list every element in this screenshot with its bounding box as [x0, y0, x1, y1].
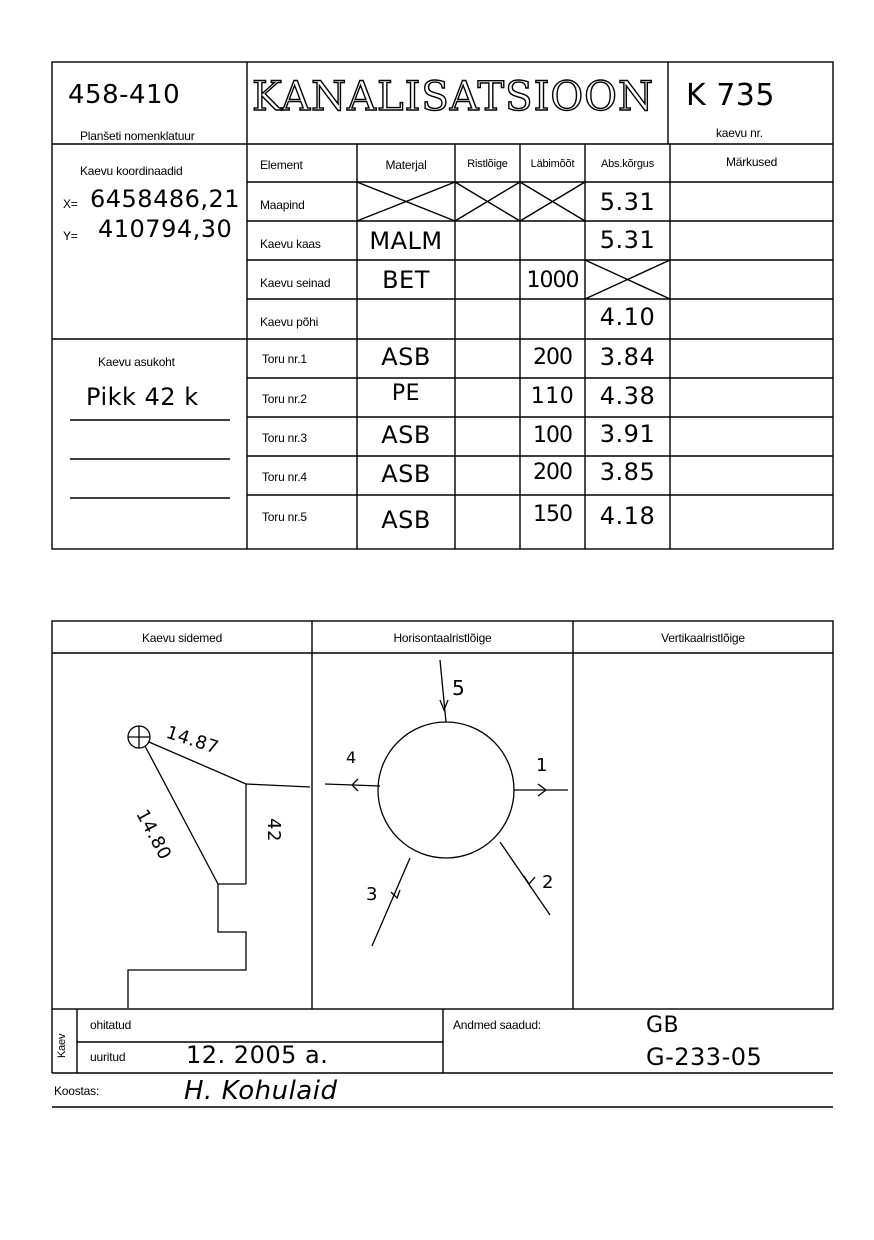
row-material: ASB [381, 343, 431, 371]
tie-sketch [128, 726, 310, 1008]
row-element: Kaevu seinad [260, 276, 331, 290]
row-material: ASB [381, 421, 431, 449]
row-element: Toru nr.1 [262, 352, 307, 366]
inspected-value: 12. 2005 a. [186, 1041, 329, 1069]
author-label: Koostas: [54, 1084, 100, 1098]
row-height: 5.31 [599, 226, 656, 254]
row-height: 4.18 [599, 502, 656, 530]
location-value: Pikk 42 k [86, 383, 199, 411]
row-material: ASB [381, 460, 431, 488]
header-material: Materjal [385, 158, 427, 172]
vertical-section-header: Vertikaalristlõige [661, 631, 745, 645]
tie-distance-c: 42 [263, 818, 284, 842]
coordinates-label: Kaevu koordinaadid [80, 164, 183, 178]
pipe-label-2: 2 [542, 872, 554, 893]
tie-distance-a: 14.87 [163, 722, 222, 759]
pipe-label-1: 1 [536, 755, 548, 776]
x-coordinate-value: 6458486,21 [90, 185, 241, 213]
nomenclature-value: 458-410 [68, 80, 181, 110]
header-cross-section: Ristlõige [467, 158, 508, 170]
row-element: Maapind [260, 198, 305, 212]
row-element: Toru nr.4 [262, 470, 307, 484]
data-received-label: Andmed saadud: [453, 1018, 541, 1032]
tie-distance-b: 14.80 [131, 806, 176, 864]
well-number-value: K 735 [686, 78, 775, 113]
row-diameter: 200 [533, 345, 572, 370]
author-signature: H. Kohulaid [184, 1076, 338, 1106]
horizontal-section-sketch [325, 660, 568, 946]
row-diameter: 200 [533, 460, 572, 485]
row-material: BET [382, 266, 430, 294]
form-title: KANALISATSIOON [252, 74, 654, 120]
row-material: PE [391, 381, 421, 406]
row-diameter: 150 [533, 502, 572, 527]
row-element: Kaevu kaas [260, 237, 321, 251]
y-coordinate-value: 410794,30 [98, 215, 233, 243]
well-number-label: kaevu nr. [716, 126, 763, 140]
pipe-label-3: 3 [366, 884, 378, 905]
row-diameter: 110 [530, 384, 575, 409]
row-element: Kaevu põhi [260, 315, 319, 329]
row-height: 3.91 [599, 420, 656, 448]
row-height: 4.10 [599, 303, 656, 331]
pipe-label-5: 5 [452, 676, 466, 700]
well-side-label: Kaev [56, 1033, 68, 1058]
row-material: MALM [369, 227, 443, 255]
row-height: 3.84 [599, 343, 656, 371]
header-diameter: Läbimõõt [530, 158, 575, 170]
horizontal-section-header: Horisontaalristlõige [393, 631, 492, 645]
row-height: 4.38 [599, 382, 656, 410]
data-received-value-1: GB [646, 1013, 680, 1038]
row-element: Toru nr.3 [262, 431, 307, 445]
row-diameter: 1000 [526, 268, 579, 293]
header-element: Element [260, 158, 303, 172]
surveyed-label: ohitatud [90, 1018, 132, 1032]
data-received-value-2: G-233-05 [646, 1043, 763, 1071]
row-height: 3.85 [599, 458, 656, 486]
nomenclature-label: Planšeti nomenklatuur [80, 129, 195, 143]
row-element: Toru nr.2 [262, 392, 307, 406]
row-material: ASB [381, 506, 431, 534]
y-coordinate-label: Y= [63, 229, 78, 243]
pipe-label-4: 4 [346, 748, 357, 767]
header-notes: Märkused [725, 155, 778, 169]
header-abs-height: Abs.kõrgus [600, 158, 655, 170]
x-coordinate-label: X= [63, 197, 78, 211]
inspected-label: uuritud [90, 1050, 126, 1064]
row-diameter: 100 [533, 423, 572, 448]
row-height: 5.31 [599, 188, 656, 216]
ties-header: Kaevu sidemed [141, 631, 223, 645]
row-element: Toru nr.5 [262, 510, 307, 524]
location-label: Kaevu asukoht [98, 355, 175, 369]
